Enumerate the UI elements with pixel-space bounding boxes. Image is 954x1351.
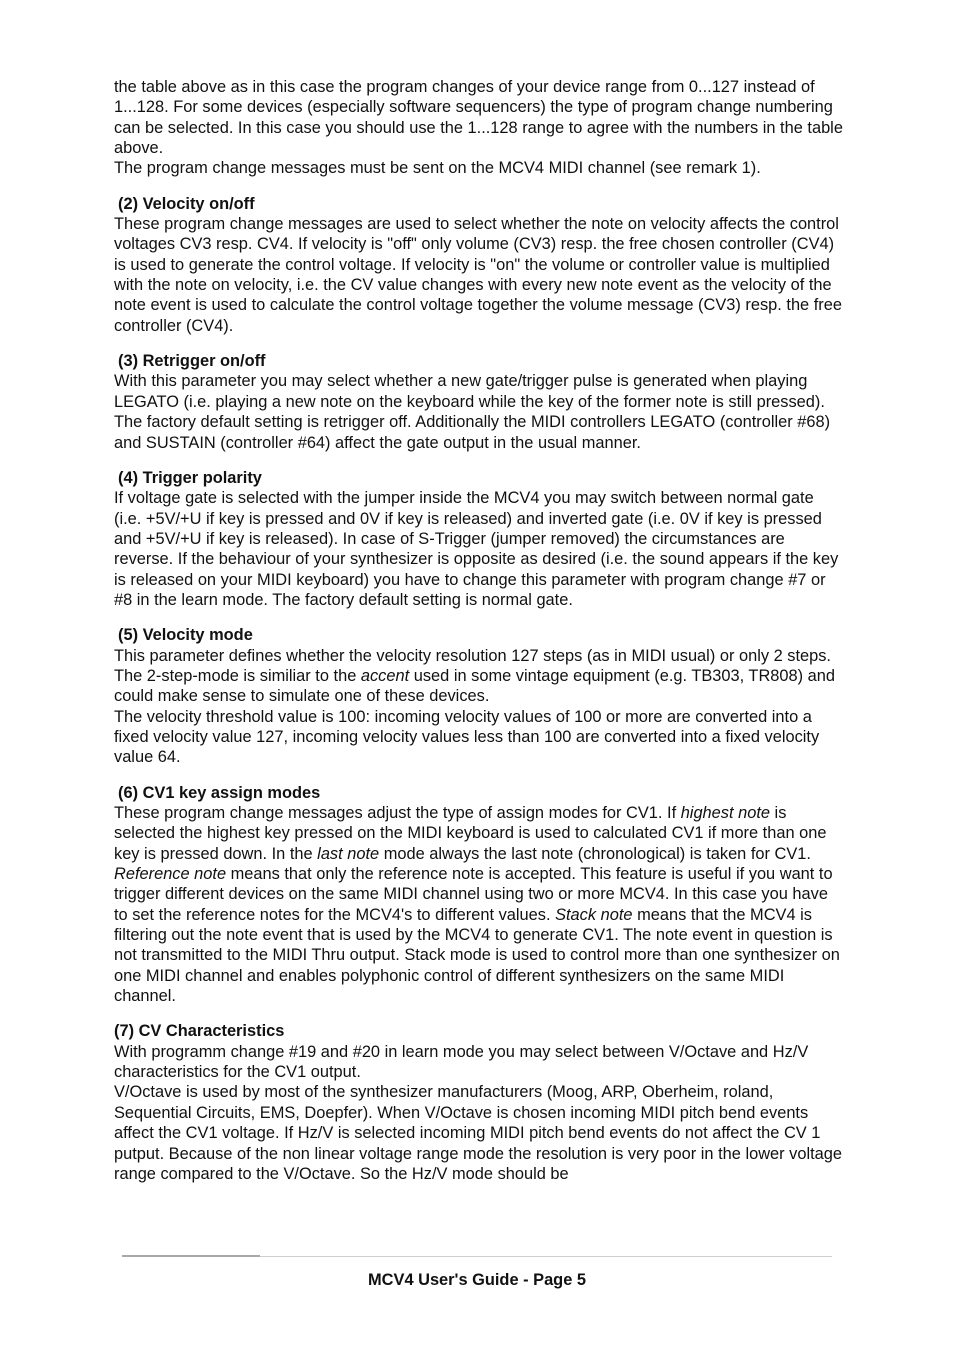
- text-run: This parameter defines whether the velocity resolution 127 steps (as in MIDI usual) or only 2 steps. The 2-step-mode is similiar to the: [114, 646, 831, 685]
- intro-paragraph: the table above as in this case the program changes of your device range from 0...127 instead of 1...128. For some devices (especially software sequencers) the type of program change numbering can be selected. In this case you should use the 1...128 range to agree with the numbers in the table above.: [114, 78, 843, 158]
- text-run: is selected the highest key pressed on the MIDI keyboard is used to calculated CV1 if more than one key is pressed down. In the: [114, 804, 827, 863]
- section-body-cv1-key-assign: [114, 803, 844, 1006]
- section-body-cv-characteristics: With programm change #19 and #20 in learn mode you may select between V/Octave and Hz/V characteristics for the CV1 output.: [114, 1042, 809, 1082]
- section-heading-cv1-key-assign: (6) CV1 key assign modes: [118, 783, 321, 802]
- section-body-v-octave: V/Octave is used by most of the synthesizer manufacturers (Moog, ARP, Oberheim, roland, Sequential Circuits, EMS, Doepfer). When V/Octave is chosen incoming MIDI pitch bend events affect the CV1 voltage. If Hz/V is selected incoming MIDI pitch bend events do not affect the CV 1 putput. Because of the non linear voltage range mode the resolution is very poor in the lower voltage range compared to the V/Octave. So the Hz/V mode should be: [114, 1083, 843, 1183]
- section-heading-velocity-on-off: (2) Velocity on/off: [118, 194, 255, 213]
- section-body-trigger-polarity: If voltage gate is selected with the jumper inside the MCV4 you may switch between normal gate (i.e. +5V/+U if key is pressed and 0V if key is released) and inverted gate (i.e. 0V if key is pressed and +5V/+U if key is released). In case of S-Trigger (jumper removed) the circumstances are reverse. If the behaviour of your synthesizer is opposite as desired (i.e. the sound appears if the key is released on your MIDI keyboard) you have to change this parameter with program change #7 or #8 in the learn mode. The factory default setting is normal gate.: [114, 489, 839, 609]
- section-body-velocity-on-off: These program change messages are used to select whether the note on velocity affects the control voltages CV3 resp. CV4. If velocity is "off" only volume (CV3) resp. the free chosen controller (CV4) is used to generate the control voltage. If velocity is "on" the volume or controller value is multiplied with the note on velocity, i.e. the CV value changes with every new note event as the velocity of the note event is used to calculate the control voltage together the volume message (CV3) resp. the free controller (CV4).: [114, 215, 842, 335]
- text-run: means that the MCV4 is filtering out the note event that is used by the MCV4 to generate CV1. The note event in question is not transmitted to the MIDI Thru output. Stack mode is used to control more than one synthesizer on one MIDI channel and enables polyphonic control of different synthesizers on the same MIDI channel.: [114, 905, 840, 1006]
- intro-remark: The program change messages must be sent on the MCV4 MIDI channel (see remark 1).: [114, 159, 761, 178]
- section-heading-retrigger: (3) Retrigger on/off: [118, 352, 266, 371]
- emphasis-reference-note: Reference note: [114, 865, 227, 884]
- section-heading-trigger-polarity: (4) Trigger polarity: [118, 468, 262, 487]
- section-body-velocity-threshold: The velocity threshold value is 100: incoming velocity values of 100 or more are converted into a fixed velocity value 127, incoming velocity values less than 100 are converted into a fixed velocity value 64.: [114, 707, 820, 767]
- emphasis-highest-note: highest note: [680, 804, 770, 822]
- text-run: mode always the last note (chronological) is taken for CV1.: [379, 844, 811, 863]
- emphasis-last-note: last note: [317, 844, 380, 863]
- emphasis-stack-note: Stack note: [555, 905, 633, 924]
- document-body: [114, 77, 844, 1184]
- text-run: means that only the reference note is accepted. This feature is useful if you want to trigger different devices on the same MIDI channel using two or more MCV4. In this case you have to set the reference notes for the MCV4's to different values.: [114, 865, 833, 924]
- section-body-retrigger: With this parameter you may select whether a new gate/trigger pulse is generated when playing LEGATO (i.e. playing a new note on the keyboard while the key of the former note is still pressed). The factory default setting is retrigger off. Additionally the MIDI controllers LEGATO (controller #68) and SUSTAIN (controller #64) affect the gate output in the usual manner.: [114, 372, 831, 452]
- page-footer: MCV4 User's Guide - Page 5: [368, 1271, 586, 1289]
- footer-divider-accent: [122, 1255, 260, 1257]
- section-body-velocity-mode: [114, 646, 844, 707]
- section-heading-velocity-mode: (5) Velocity mode: [118, 626, 253, 645]
- section-heading-cv-characteristics: (7) CV Characteristics: [114, 1022, 285, 1041]
- text-run: These program change messages adjust the type of assign modes for CV1. If: [114, 804, 681, 822]
- text-run: used in some vintage equipment (e.g. TB303, TR808) and could make sense to simulate one of these devices.: [114, 666, 835, 706]
- emphasis-accent: accent: [360, 666, 410, 685]
